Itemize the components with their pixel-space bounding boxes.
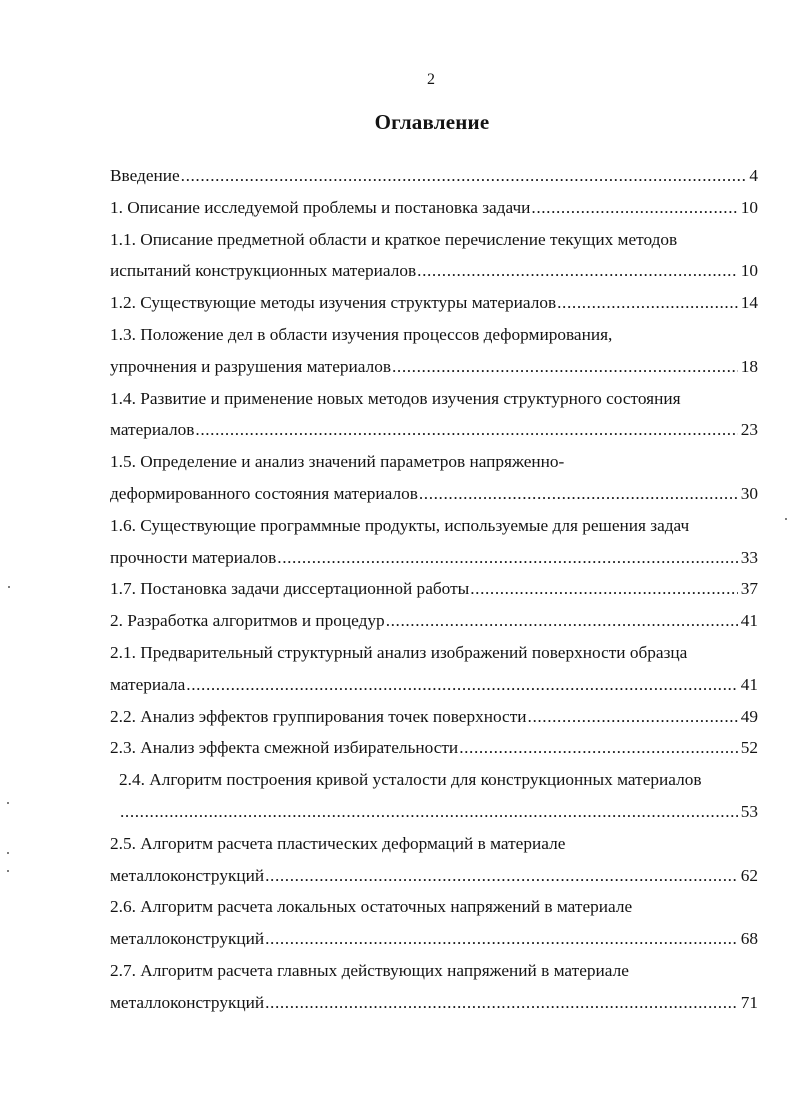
- toc-line: 2.7. Алгоритм расчета главных действующих напряжений в материале: [110, 960, 629, 980]
- toc-entry-text: Введение: [110, 166, 180, 185]
- dot-leader: [459, 732, 738, 764]
- toc-page-number: 10: [740, 261, 758, 281]
- toc-entry-last-line: [110, 701, 758, 733]
- toc-page-number: 18: [740, 356, 758, 376]
- toc-page-number: 30: [740, 483, 758, 503]
- toc-line: 2.5. Алгоритм расчета пластических деформаций в материале: [110, 833, 566, 853]
- toc-page-number: 10: [740, 197, 758, 217]
- toc-entry-last-line: [110, 796, 758, 828]
- scan-speck: [8, 586, 10, 588]
- dot-leader: [265, 923, 738, 955]
- toc-page-number: 71: [740, 992, 758, 1012]
- toc-entry-text: испытаний конструкционных материалов: [110, 261, 417, 281]
- toc-entry-last-line: [110, 255, 758, 287]
- toc-page-number: 23: [740, 420, 758, 440]
- dot-leader: [417, 255, 738, 287]
- toc-page-number: 52: [740, 738, 758, 758]
- toc-entry-text: 2.3. Анализ эффекта смежной избирательности: [110, 738, 459, 758]
- toc-line: 1.1. Описание предметной области и краткое перечисление текущих методов: [110, 229, 678, 249]
- toc-page-number: 49: [740, 706, 758, 726]
- toc-page-number: 37: [740, 579, 758, 599]
- dot-leader: [557, 287, 738, 319]
- toc-entry-text: 1.7. Постановка задачи диссертационной работы: [110, 579, 470, 599]
- scan-speck: [7, 802, 9, 804]
- toc-line: 2.4. Алгоритм построения кривой усталости для конструкционных материалов: [119, 770, 702, 790]
- toc-entry-text: прочности материалов: [110, 547, 277, 567]
- toc-page-number: 41: [740, 674, 758, 694]
- scan-speck: [7, 870, 9, 872]
- toc-entry-text: металлоконструкций: [110, 929, 265, 949]
- dot-leader: [470, 573, 737, 605]
- scan-speck: [785, 518, 787, 520]
- dot-leader: [419, 478, 738, 510]
- toc-entry-text: 1.2. Существующие методы изучения структуры материалов: [110, 293, 557, 313]
- toc-line: 1.3. Положение дел в области изучения процессов деформирования,: [110, 324, 613, 344]
- toc-page-number: 4: [749, 166, 758, 185]
- toc-page-number: 53: [740, 801, 758, 821]
- toc-entry-last-line: [110, 732, 758, 764]
- toc-entry-text: металлоконструкций: [110, 992, 265, 1012]
- toc-entry-text: материала: [110, 674, 186, 694]
- toc-entry-text: 2.2. Анализ эффектов группирования точек поверхности: [110, 706, 527, 726]
- toc-entry-last-line: [110, 192, 758, 224]
- dot-leader: [531, 192, 737, 224]
- dot-leader: [528, 701, 738, 733]
- dot-leader: [392, 351, 738, 383]
- toc-entry-last-line: [110, 287, 758, 319]
- toc-entry-last-line: [110, 351, 758, 383]
- dot-leader: [265, 860, 738, 892]
- toc-entry-last-line: [110, 987, 758, 1019]
- dot-leader: [120, 796, 738, 828]
- toc-line: 1.5. Определение и анализ значений параметров напряженно-: [110, 452, 565, 472]
- toc-entry-text: 2. Разработка алгоритмов и процедур: [110, 611, 385, 631]
- table-of-contents: [110, 160, 758, 1019]
- toc-entry-text: 1. Описание исследуемой проблемы и постановка задачи: [110, 197, 531, 217]
- toc-entry-last-line: [110, 573, 758, 605]
- toc-entry-last-line: [110, 160, 758, 192]
- dot-leader: [386, 605, 738, 637]
- dot-leader: [277, 542, 737, 574]
- dot-leader: [195, 414, 737, 446]
- toc-entry-last-line: [110, 923, 758, 955]
- toc-entry-text: упрочнения и разрушения материалов: [110, 356, 391, 376]
- dot-leader: [265, 987, 738, 1019]
- toc-entry-last-line: [110, 542, 758, 574]
- toc-line: 1.4. Развитие и применение новых методов изучения структурного состояния: [110, 388, 681, 408]
- toc-line: 2.6. Алгоритм расчета локальных остаточных напряжений в материале: [110, 897, 633, 917]
- toc-entry-text: металлоконструкций: [110, 865, 265, 885]
- toc-page-number: 33: [740, 547, 758, 567]
- toc-entry-last-line: [110, 605, 758, 637]
- toc-page-number: 41: [740, 611, 758, 631]
- toc-entry-last-line: [110, 414, 758, 446]
- dot-leader: [186, 669, 737, 701]
- toc-entry-text: деформированного состояния материалов: [110, 483, 418, 503]
- dot-leader: [181, 160, 747, 192]
- toc-entry-last-line: [110, 478, 758, 510]
- toc-entry-last-line: [110, 860, 758, 892]
- scan-speck: [7, 852, 9, 854]
- toc-page-number: 68: [740, 929, 758, 949]
- toc-page-number: 14: [740, 293, 758, 313]
- page-number: 2: [427, 71, 435, 88]
- toc-line: 1.6. Существующие программные продукты, используемые для решения задач: [110, 515, 690, 535]
- toc-page-number: 62: [740, 865, 758, 885]
- toc-entry-last-line: [110, 669, 758, 701]
- toc-entry-text: материалов: [110, 420, 195, 440]
- page-title: Оглавление: [374, 110, 490, 134]
- toc-line: 2.1. Предварительный структурный анализ изображений поверхности образца: [110, 642, 688, 662]
